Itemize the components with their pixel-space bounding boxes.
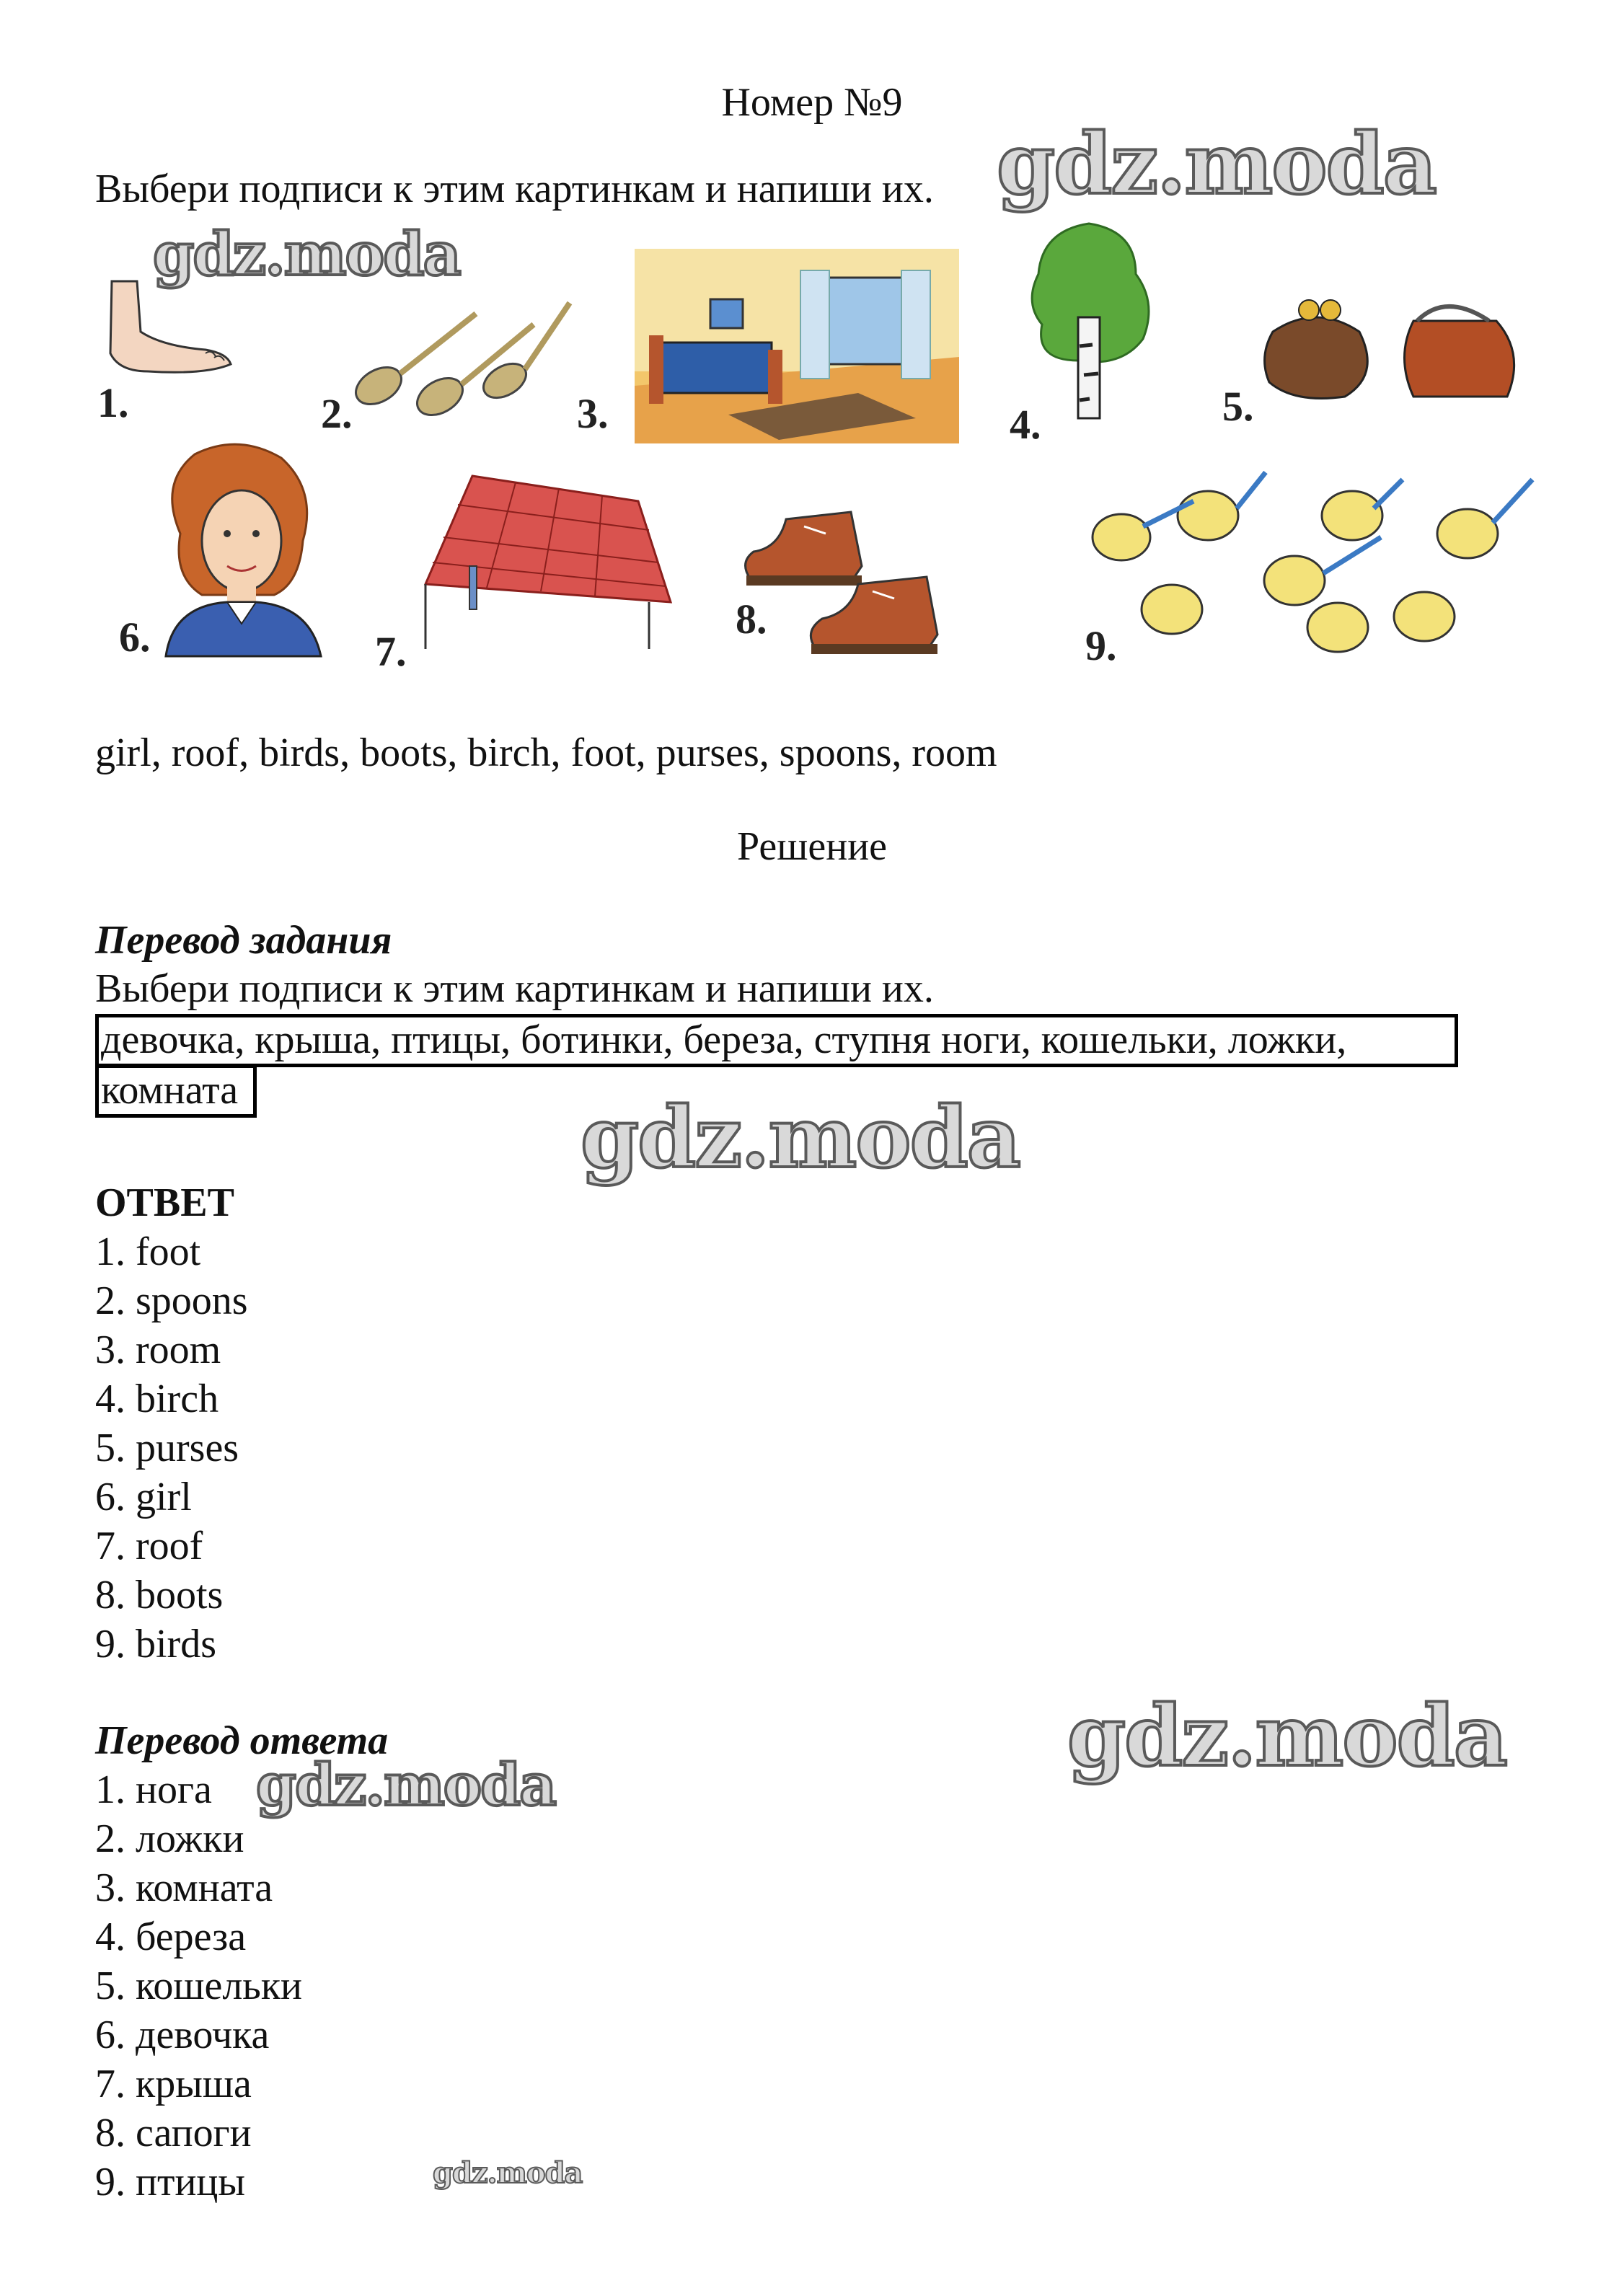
- answer-translation-heading: Перевод ответа: [95, 1718, 389, 1763]
- answer-item: 2. spoons: [95, 1279, 248, 1323]
- translation-instruction: Выбери подписи к этим картинкам и напиши их.: [95, 966, 934, 1011]
- answer-item: 5. purses: [95, 1426, 239, 1470]
- answer-item: 6. girl: [95, 1475, 192, 1519]
- spoons-icon: [339, 288, 577, 425]
- purses-icon: [1258, 288, 1532, 404]
- birch-icon: [1020, 216, 1157, 425]
- answer-item: 7. roof: [95, 1524, 203, 1568]
- answer-item: 9. birds: [95, 1622, 216, 1666]
- answer-translation-item: 4. береза: [95, 1915, 247, 1959]
- room-icon: [635, 249, 959, 443]
- watermark: gdz.moda: [1067, 1687, 1506, 1785]
- answer-translation-item: 2. ложки: [95, 1816, 244, 1861]
- answer-item: 1. foot: [95, 1229, 201, 1274]
- girl-icon: [151, 440, 332, 656]
- watermark: gdz.moda: [433, 2156, 583, 2190]
- answer-heading: ОТВЕТ: [95, 1180, 234, 1225]
- translation-words-line1: девочка, крыша, птицы, ботинки, береза, ступня ноги, кошельки, ложки,: [101, 1017, 1347, 1062]
- translation-words-line2: комната: [101, 1068, 239, 1113]
- answer-translation-item: 9. птицы: [95, 2160, 246, 2204]
- solution-heading: Решение: [736, 824, 888, 869]
- picture-number: 7.: [375, 628, 407, 675]
- answer-translation-item: 5. кошельки: [95, 1964, 302, 2008]
- answer-item: 3. room: [95, 1328, 221, 1372]
- boots-icon: [736, 498, 945, 656]
- page-title: Номер №9: [721, 80, 903, 125]
- picture-number: 1.: [97, 379, 129, 426]
- translation-heading: Перевод задания: [95, 918, 392, 963]
- answer-translation-item: 8. сапоги: [95, 2111, 252, 2155]
- birds-icon: [1078, 472, 1540, 674]
- picture-number: 2.: [321, 390, 353, 437]
- task-instruction: Выбери подписи к этим картинкам и напиши их.: [95, 167, 934, 211]
- watermark: gdz.moda: [153, 220, 460, 289]
- answer-item: 4. birch: [95, 1377, 219, 1421]
- answer-translation-item: 1. нога: [95, 1767, 212, 1812]
- picture-number: 4.: [1010, 401, 1041, 448]
- answer-translation-item: 3. комната: [95, 1865, 273, 1910]
- picture-number: 3.: [577, 390, 609, 437]
- watermark: gdz.moda: [256, 1751, 555, 1819]
- roof-icon: [400, 472, 674, 653]
- answer-item: 8. boots: [95, 1573, 224, 1617]
- watermark: gdz.moda: [997, 115, 1436, 213]
- picture-number: 9.: [1085, 622, 1117, 669]
- foot-icon: [97, 274, 249, 382]
- picture-number: 5.: [1222, 383, 1254, 430]
- watermark: gdz.moda: [581, 1089, 1020, 1187]
- answer-translation-item: 7. крыша: [95, 2062, 252, 2106]
- picture-number: 8.: [736, 596, 767, 642]
- answer-translation-item: 6. девочка: [95, 2013, 270, 2057]
- word-list: girl, roof, birds, boots, birch, foot, purses, spoons, room: [95, 730, 997, 775]
- picture-number: 6.: [119, 614, 151, 661]
